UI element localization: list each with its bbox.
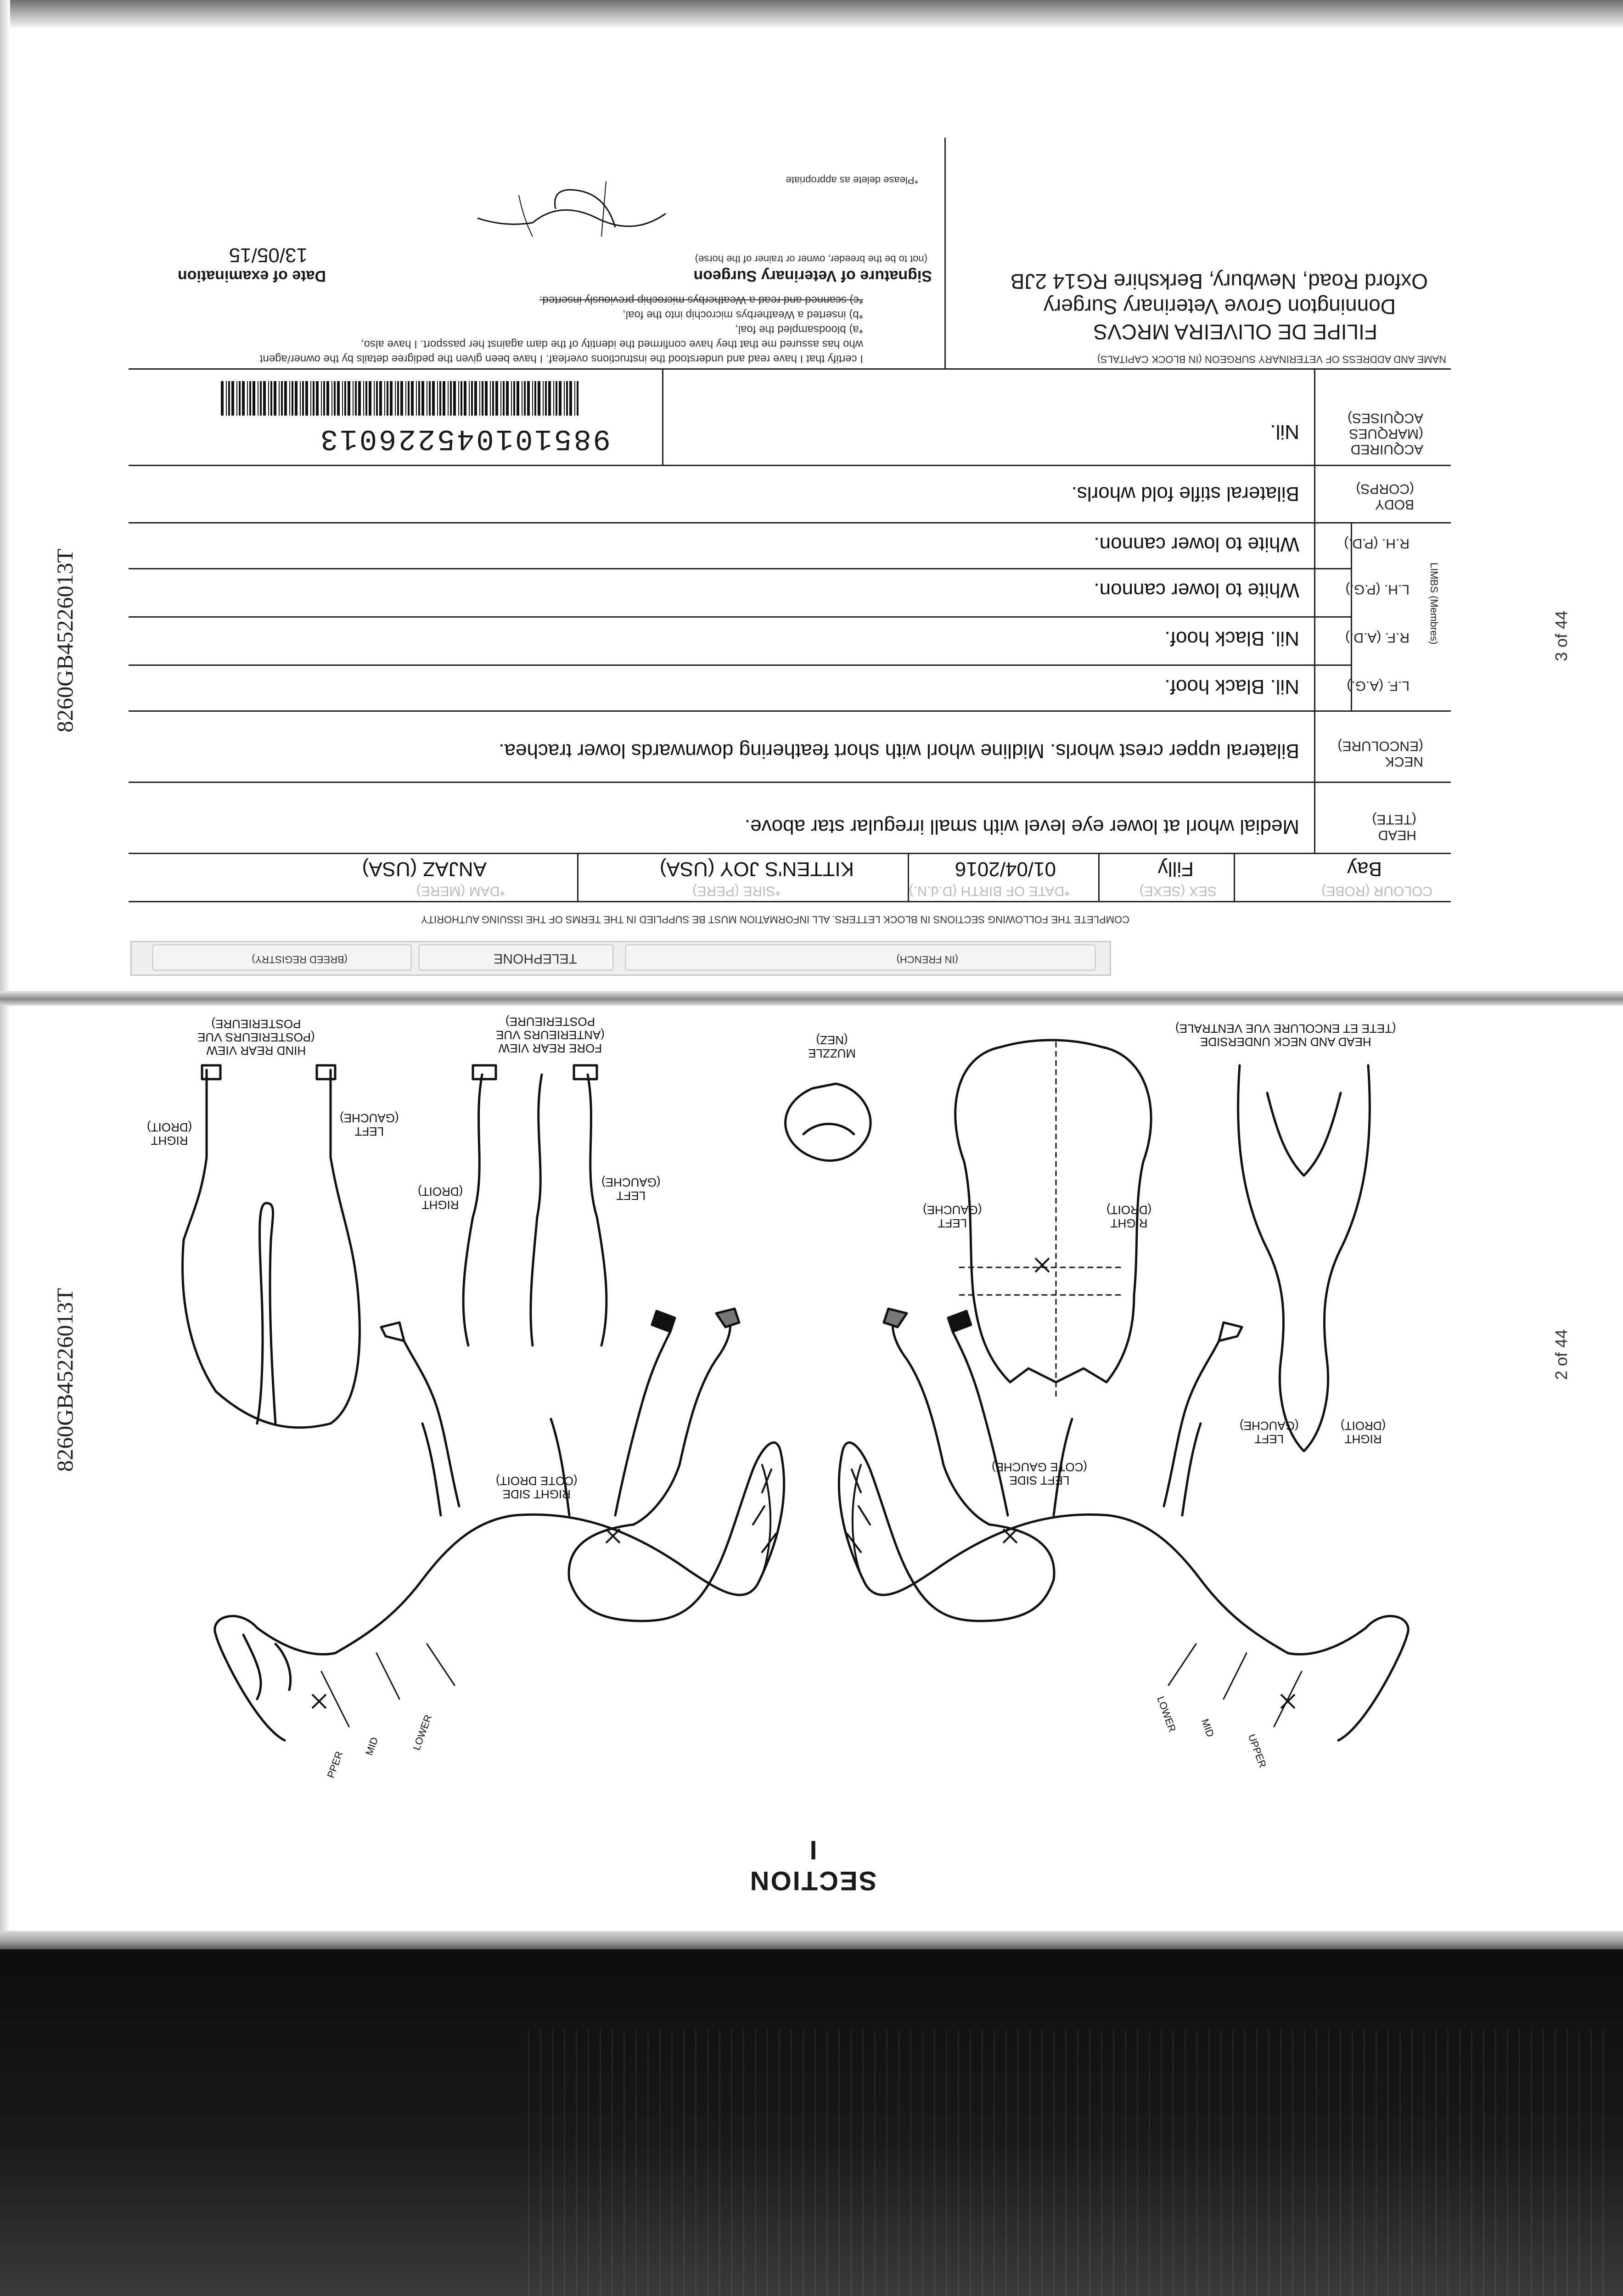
signature-label: Signature of Veterinary Surgeon (693, 267, 932, 285)
segment-mid-right: MID (1199, 1717, 1217, 1739)
left-side-horse-outline (839, 1309, 1408, 1740)
certification-line4: *b) inserted a Weatherbys microchip into the foal, (623, 309, 863, 321)
dob-value: 01/04/2016 (955, 858, 1056, 880)
left-hind-label: L.H. (P.G.) (1345, 582, 1410, 597)
underside-right-label: RIGHT (DROIT) (1341, 1419, 1386, 1446)
neck-marking: Bilateral upper crest whorls. Midline whorl with short feathering downwards lower trachea. (499, 740, 1299, 762)
right-fore-marking: Nil. Black hoof. (1164, 627, 1299, 650)
muzzle-outline (786, 1084, 870, 1160)
vet-name: FILIPE DE OLIVEIRA MRCVS (1093, 320, 1377, 344)
colour-label: COLOUR (ROBE) (1321, 884, 1432, 899)
muzzle-label: MUZZLE (NEZ) (808, 1033, 856, 1060)
left-hind-marking: White to lower cannon. (1094, 579, 1299, 602)
faded-strip-left: (IN FRENCH) (896, 954, 958, 965)
instruction-note: COMPLETE THE FOLLOWING SECTIONS IN BLOCK LETTERS. ALL INFORMATION MUST BE SUPPLIED IN THE TERMS OF THE ISSUING AUTHORITY (421, 914, 1129, 925)
date-label: Date of examination (177, 267, 326, 285)
segment-mid-left: MID (363, 1735, 381, 1757)
right-side-horse-outline (215, 1309, 784, 1740)
dam-label: *DAM (MERE) (416, 884, 505, 899)
segment-upper-right: UPPER (1246, 1732, 1269, 1769)
faded-strip-telephone: TELEPHONE (494, 951, 577, 966)
segment-lower-right: LOWER (1155, 1694, 1179, 1734)
section-title: SECTION I (748, 1835, 877, 1896)
microchip-number: 985101045226013 (318, 422, 611, 455)
head-marking: Medial whorl at lower eye level with small irregular star above. (744, 816, 1299, 838)
body-marking: Bilateral stifle fold whorls. (1071, 483, 1299, 505)
fore-left-label: LEFT (GAUCHE) (601, 1176, 661, 1203)
segment-lower-left: LOWER (410, 1713, 434, 1752)
signature-note: (not to be the breeder, owner or trainer of the horse) (695, 253, 927, 265)
head-neck-underside-outline (1238, 1065, 1370, 1451)
right-fore-label: R.F. (A.D.) (1345, 630, 1410, 645)
right-side-label: RIGHT SIDE (COTE DROIT) (496, 1474, 578, 1501)
colour-value: Bay (1347, 858, 1382, 880)
hind-rear-view-outline (183, 1065, 360, 1428)
date-value: 13/05/15 (229, 244, 308, 266)
head-right-label: RIGHT (DROIT) (1106, 1203, 1152, 1230)
hind-rear-view-label: HIND REAR VIEW (POSTERIEURS VUE POSTERIEURE) (197, 1017, 315, 1058)
hind-left-label: LEFT (GAUCHE) (340, 1111, 399, 1138)
scanner-streaks (528, 2030, 1607, 2296)
acquired-label: ACQUIRED (MARQUES ACQUISES) (1347, 411, 1423, 457)
page-number-upper: 3 of 44 (1552, 610, 1571, 661)
certification-line1: I certify that I have read and understood the instructions overleaf. I have been given the pedigree details by the owner/agent (259, 353, 863, 365)
dob-label: *DATE OF BIRTH (D.d.N.) (909, 884, 1070, 899)
left-side-label: LEFT SIDE (COTE GAUCHE) (992, 1460, 1087, 1487)
vet-heading: NAME AND ADDRESS OF VETERINARY SURGEON (IN BLOCK CAPITALS) (1097, 354, 1446, 365)
underside-left-label: LEFT (GAUCHE) (1240, 1419, 1299, 1446)
sire-label: *SIRE (PERE) (692, 884, 781, 899)
sex-label: SEX (SEXE) (1139, 884, 1217, 899)
sire-value: KITTEN'S JOY (USA) (659, 858, 854, 880)
body-label: BODY (CORPS) (1356, 481, 1414, 512)
fore-rear-view-outline (463, 1065, 607, 1345)
left-fore-marking: Nil. Black hoof. (1164, 675, 1299, 698)
certification-line3: *a) bloodsampled the foal, (735, 323, 863, 336)
right-hind-label: R.H. (P.D.) (1344, 536, 1410, 551)
head-neck-underside-label: HEAD AND NECK UNDERSIDE (TETE ET ENCOLURE VUE VENTRALE) (1175, 1022, 1396, 1049)
delete-note: *Please delete as appropriate (786, 174, 918, 186)
hind-right-label: RIGHT (DROIT) (147, 1120, 192, 1148)
certification-line2: who has assured me that they have confirmed the identity of the dam against her passport. I have also, (361, 338, 863, 350)
limbs-label: LIMBS (Membres) (1428, 563, 1440, 645)
page-number-lower: 2 of 44 (1552, 1329, 1571, 1380)
fore-right-label: RIGHT (DROIT) (418, 1185, 463, 1212)
certification-line5: *c) scanned and read a Weatherbys microchip previously inserted. (539, 294, 863, 306)
vet-practice: Donnington Grove Veterinary Surgery (1043, 295, 1396, 319)
segment-pper-left: PPER (325, 1750, 345, 1780)
faded-strip-right: (BREED REGISTRY) (252, 954, 348, 965)
reference-number-upper: 8260GB45226013T (52, 549, 78, 732)
dam-value: ANJAZ (USA) (362, 858, 487, 880)
head-label: HEAD (TETE) (1372, 812, 1416, 843)
fore-rear-view-label: FORE REAR VIEW (ANTERIEURS VUE POSTERIEURE) (496, 1015, 605, 1055)
vet-address: Oxford Road, Newbury, Berkshire RG14 2JB (1010, 270, 1428, 293)
right-hind-marking: White to lower cannon. (1094, 533, 1299, 556)
acquired-marking: Nil. (1270, 421, 1299, 443)
head-left-label: LEFT (GAUCHE) (923, 1203, 982, 1230)
reference-number-lower: 8260GB45226013T (52, 1288, 78, 1472)
left-fore-label: L.F. (A.G.) (1347, 678, 1410, 693)
sex-value: Filly (1157, 858, 1194, 880)
neck-label: NECK (ENCOLURE) (1337, 738, 1423, 769)
